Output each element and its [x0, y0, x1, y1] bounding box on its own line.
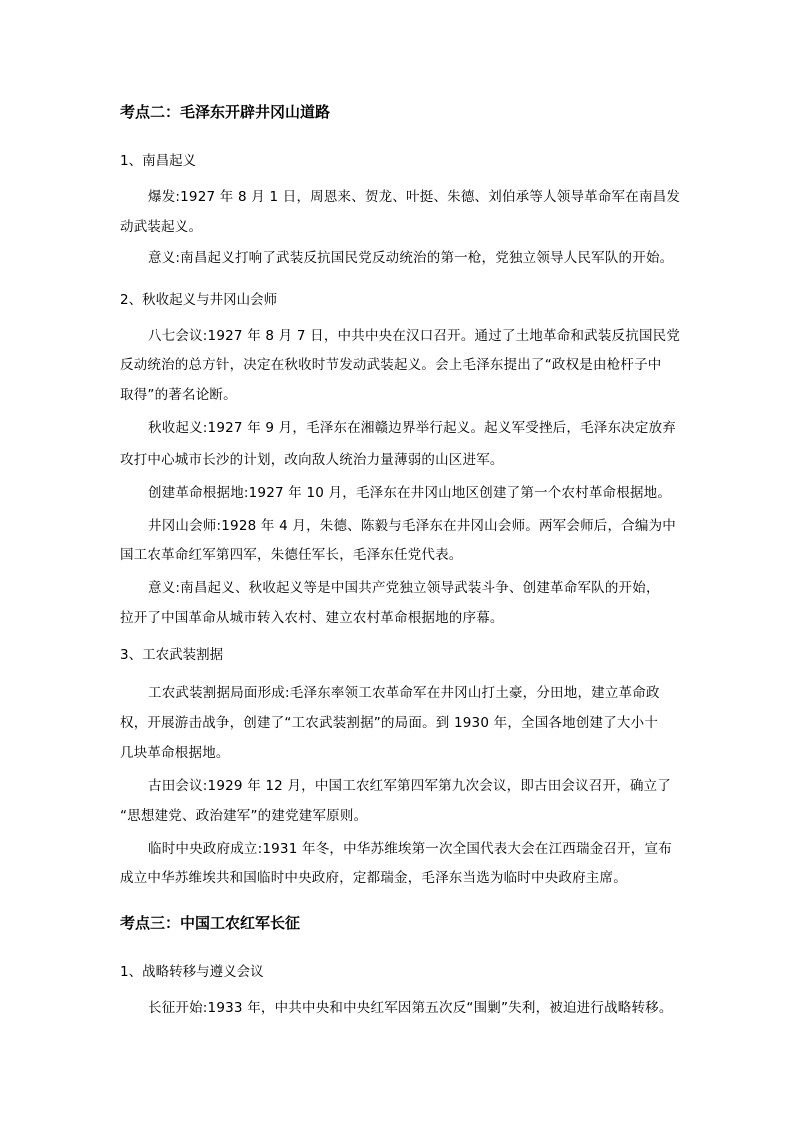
paragraph-line: 意义:南昌起义、秋收起义等是中国共产党独立领导武装斗争、创建革命军队的开始，	[148, 580, 660, 596]
paragraph-line: 井冈山会师:1928 年 4 月，朱德、陈毅与毛泽东在井冈山会师。两军会师后，合编为中	[148, 518, 676, 534]
subsection-heading-armed-separatism: 3、工农武装割据	[120, 647, 224, 663]
section-title-3: 考点三：中国工农红军长征	[120, 914, 301, 932]
paragraph-line: 爆发:1927 年 8 月 1 日，周恩来、贺龙、叶挺、朱德、刘伯承等人领导革命军在南昌发	[148, 189, 681, 205]
paragraph-line: 临时中央政府成立:1931 年冬，中华苏维埃第一次全国代表大会在江西瑞金召开，宣布	[148, 841, 672, 857]
paragraph-line: 长征开始:1933 年，中共中央和中央红军因第五次反“围剿”失利，被迫进行战略转移。	[148, 1000, 673, 1016]
paragraph-line: “思想建党、政治建军”的建党建军原则。	[120, 808, 368, 824]
paragraph-line: 秋收起义:1927 年 9 月，毛泽东在湘赣边界举行起义。起义军受挫后，毛泽东决定放弃	[148, 420, 676, 436]
paragraph-line: 反动统治的总方针，决定在秋收时节发动武装起义。会上毛泽东提出了“政权是由枪杆子中	[120, 357, 662, 373]
paragraph-line: 几块革命根据地。	[120, 745, 230, 761]
paragraph-line: 八七会议:1927 年 8 月 7 日，中共中央在汉口召开。通过了土地革命和武装反抗国民党	[148, 328, 681, 344]
section-title-2: 考点二：毛泽东开辟井冈山道路	[120, 103, 331, 121]
paragraph-line: 创建革命根据地:1927 年 10 月，毛泽东在井冈山地区创建了第一个农村革命根据地。	[148, 485, 672, 501]
paragraph-line: 国工农革命红军第四军，朱德任军长，毛泽东任党代表。	[120, 547, 463, 563]
paragraph-line: 拉开了中国革命从城市转入农村、建立农村革命根据地的序幕。	[120, 610, 504, 626]
subsection-heading-zunyi: 1、战略转移与遵义会议	[120, 964, 264, 980]
paragraph-line: 取得”的著名论断。	[120, 387, 237, 403]
paragraph-line: 权，开展游击战争，创建了“工农武装割据”的局面。到 1930 年，全国各地创建了大小十	[120, 715, 659, 731]
paragraph-line: 成立中华苏维埃共和国临时中央政府，定都瑞金，毛泽东当选为临时中央政府主席。	[120, 870, 627, 886]
paragraph-line: 攻打中心城市长沙的计划，改向敌人统治力量薄弱的山区进军。	[120, 452, 504, 468]
subsection-heading-autumn-harvest: 2、秋收起义与井冈山会师	[120, 292, 278, 308]
paragraph-line: 动武装起义。	[120, 219, 203, 235]
paragraph-line: 古田会议:1929 年 12 月，中国工农红军第四军第九次会议，即古田会议召开，确立了	[148, 778, 672, 794]
paragraph-line: 工农武装割据局面形成:毛泽东率领工农革命军在井冈山打土豪，分田地，建立革命政	[148, 685, 660, 701]
paragraph-line: 意义:南昌起义打响了武装反抗国民党反动统治的第一枪，党独立领导人民军队的开始。	[148, 250, 674, 266]
subsection-heading-nanchang: 1、南昌起义	[120, 153, 197, 169]
